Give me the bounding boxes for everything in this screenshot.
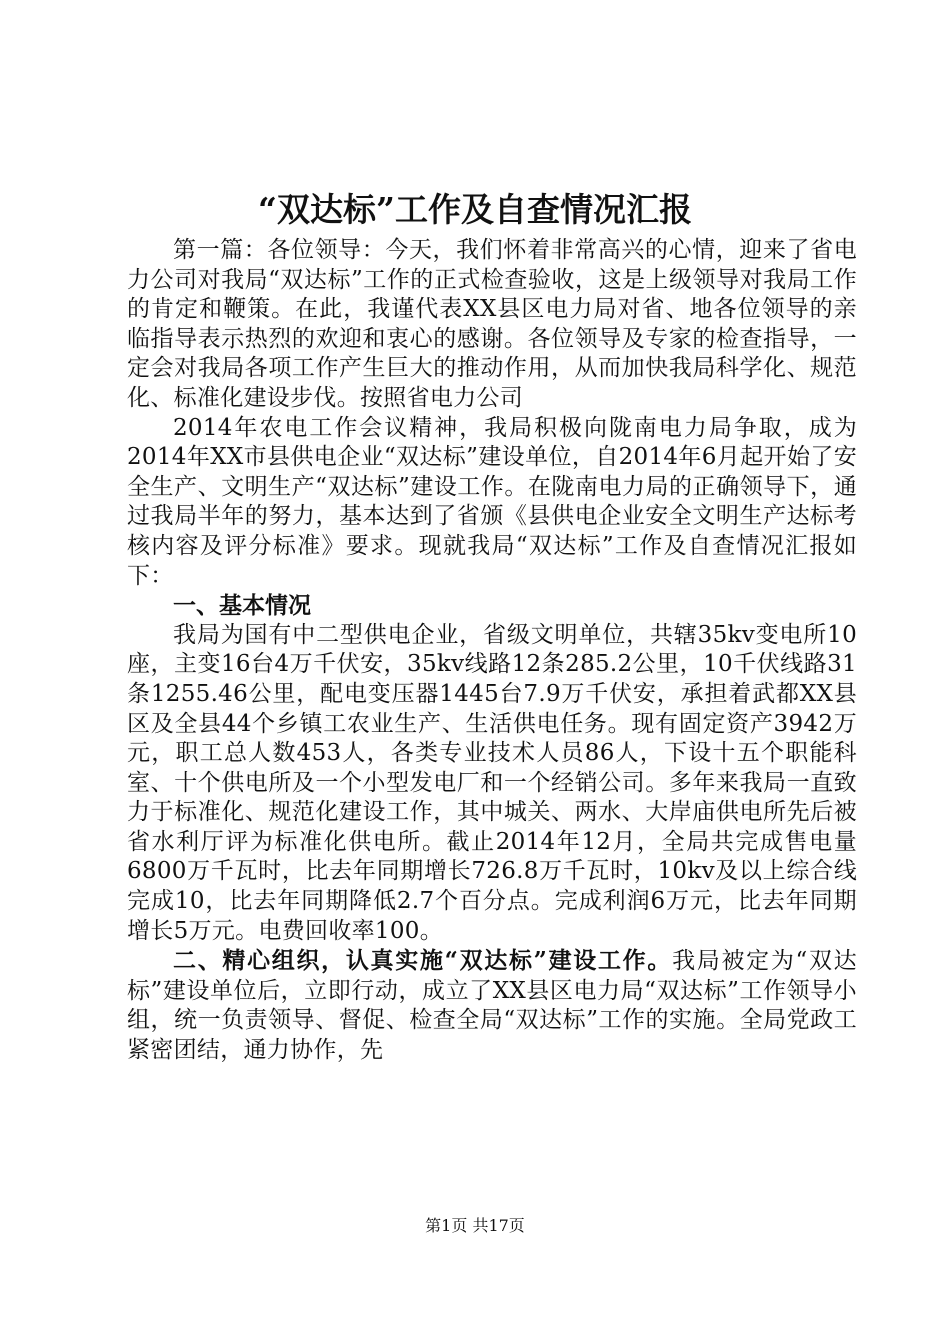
section-two-text: 我局被定为“双达标”建设单位后，立即行动，成立了XX县区电力局“双达标”工作领导小组，统一负责领导、督促、检查全局“双达标”工作的实施。全局党政工紧密团结，通力协作，先 [127, 948, 857, 1064]
paragraph-intro: 第一篇：各位领导：今天，我们怀着非常高兴的心情，迎来了省电力公司对我局“双达标”工作的正式检查验收，这是上级领导对我局工作的肯定和鞭策。在此，我谨代表XX县区电力局对省、地各位领导的亲临指导表示热烈的欢迎和衷心的感谢。各位领导及专家的检查指导，一定会对我局各项工作产生巨大的推动作用，从而加快我局科学化、规范化、标准化建设步伐。按照省电力公司 [127, 237, 857, 411]
paragraph-background: 2014年农电工作会议精神，我局积极向陇南电力局争取，成为2014年XX市县供电企业“双达标”建设单位，自2014年6月起开始了安全生产、文明生产“双达标”建设工作。在陇南电力局的正确领导下，通过我局半年的努力，基本达到了省颁《县供电企业安全文明生产达标考核内容及评分标准》要求。现就我局“双达标”工作及自查情况汇报如下： [127, 414, 857, 589]
document-title: “双达标”工作及自查情况汇报 [258, 190, 692, 229]
paragraph-basic-situation: 我局为国有中二型供电企业，省级文明单位，共辖35kv变电所10座，主变16台4万千伏安，35kv线路12条285.2公里，10千伏线路31条1255.46公里，配电变压器1445台7.9万千伏安，承担着武都XX县区及全县44个乡镇工农业生产、生活供电任务。现有固定资产3942万元，职工总人数453人，各类专业技术人员86人，下设十五个职能科室、十个供电所及一个小型发电厂和一个经销公司。多年来我局一直致力于标准化、规范化建设工作，其中城关、两水、大岸庙供电所先后被省水利厅评为标准化供电所。截止2014年12月，全局共完成售电量6800万千瓦时，比去年同期增长726.8万千瓦时，10kv及以上综合线完成10，比去年同期降低2.7个百分点。完成利润6万元，比去年同期增长5万元。电费回收率100。 [127, 621, 857, 944]
paragraph-section-two [127, 946, 857, 1065]
document-body [127, 236, 857, 1066]
section-heading-organize: 二、精心组织，认真实施“双达标”建设工作。 [173, 947, 673, 975]
section-heading-basic: 一、基本情况 [173, 592, 311, 620]
page-footer: 第1页 共17页 [425, 1216, 525, 1235]
